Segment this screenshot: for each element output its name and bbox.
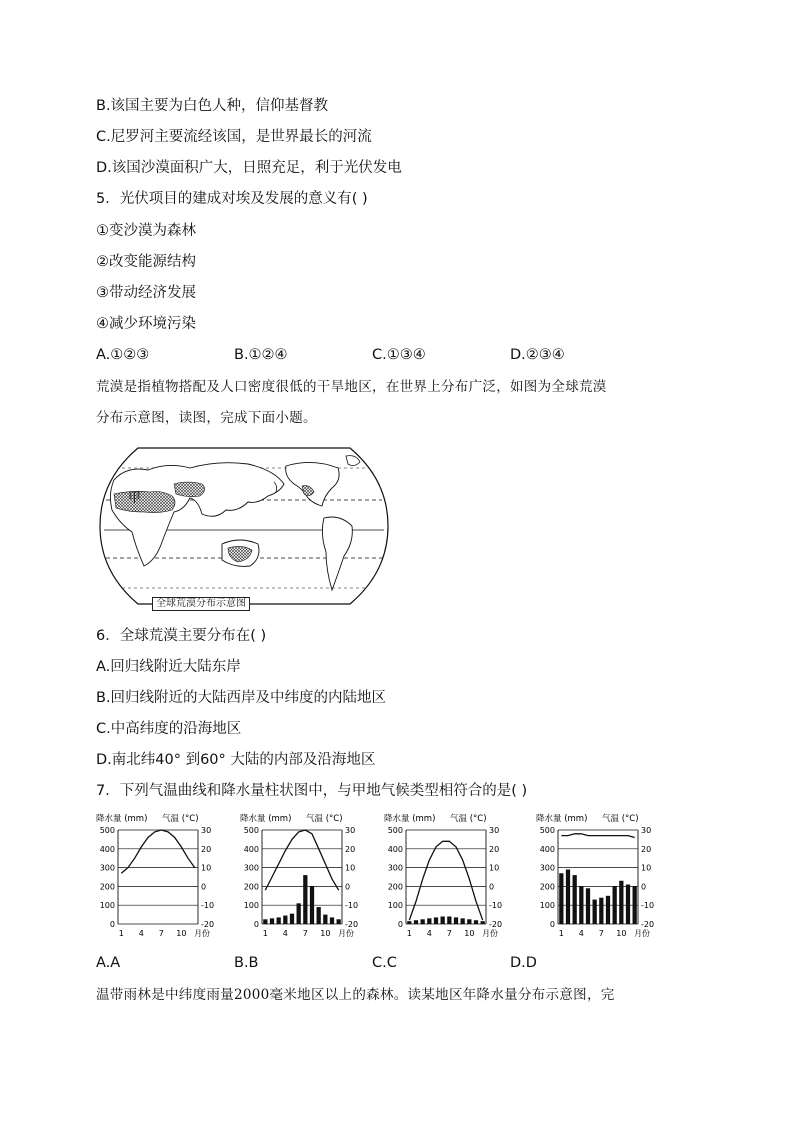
left-tick-label: 500	[539, 826, 555, 835]
right-tick-label: 0	[489, 882, 495, 892]
right-tick-label: -20	[201, 920, 215, 929]
passage-desert-line2: 分布示意图，读图，完成下面小题。	[96, 410, 317, 426]
precip-bar	[323, 915, 327, 924]
left-tick-label: 300	[243, 863, 259, 873]
precip-bar	[626, 885, 630, 924]
x-tick-label: 7	[446, 929, 452, 938]
x-tick-label: 1	[558, 929, 564, 938]
right-tick-label: 20	[489, 844, 500, 854]
right-tick-label: 20	[641, 844, 652, 854]
temperature-line	[265, 830, 338, 890]
right-tick-label: 10	[641, 863, 652, 873]
right-tick-label: 0	[201, 882, 207, 892]
climate-chart-b	[240, 812, 370, 946]
x-tick-label: 4	[138, 929, 144, 938]
precip-bar	[566, 869, 570, 924]
x-unit-label: 月份	[482, 929, 498, 938]
precip-bar	[454, 917, 458, 924]
x-tick-label: 7	[302, 929, 308, 938]
q7-option-c: C.C	[372, 955, 397, 971]
precip-bar	[427, 918, 431, 924]
temperature-line	[561, 834, 634, 838]
right-tick-label: 0	[345, 882, 351, 892]
left-axis-label: 降水量 (mm)	[384, 814, 436, 824]
precip-bar	[310, 886, 314, 924]
right-tick-label: 10	[489, 863, 500, 873]
right-tick-label: -20	[489, 920, 503, 929]
x-tick-label: 10	[464, 929, 475, 938]
right-tick-label: 20	[201, 844, 212, 854]
precip-bar	[606, 896, 610, 924]
precip-bar	[573, 875, 577, 924]
temperature-line	[121, 830, 194, 873]
passage-rainforest-line1: 温带雨林是中纬度雨量2000毫米地区以上的森林。读某地区年降水量分布示意图，完	[96, 987, 615, 1003]
world-desert-map	[98, 440, 390, 612]
x-tick-label: 1	[118, 929, 124, 938]
right-tick-label: 10	[201, 863, 212, 873]
x-tick-label: 1	[262, 929, 268, 938]
precip-bar	[447, 916, 451, 924]
right-tick-label: -10	[641, 901, 655, 911]
left-axis-label: 降水量 (mm)	[240, 814, 292, 824]
q7-option-b: B.B	[234, 955, 259, 971]
map-label-jia: 甲	[128, 491, 142, 506]
map-caption: 全球荒漠分布示意图	[152, 597, 250, 611]
left-tick-label: 400	[387, 844, 403, 854]
precip-bar	[414, 920, 418, 924]
right-tick-label: 0	[641, 882, 647, 892]
left-tick-label: 500	[99, 826, 115, 835]
q6-option-d: D.南北纬40° 到60° 大陆的内部及沿海地区	[96, 752, 376, 768]
precip-bar	[481, 921, 485, 924]
desert-central-asia	[174, 482, 205, 497]
precip-bar	[297, 903, 301, 924]
x-tick-label: 4	[426, 929, 432, 938]
left-tick-label: 300	[99, 863, 115, 873]
x-unit-label: 月份	[634, 929, 650, 938]
x-tick-label: 10	[616, 929, 627, 938]
q5-option-a: A.①②③	[96, 347, 150, 363]
right-tick-label: -20	[345, 920, 359, 929]
right-axis-label: 气温 (°C)	[306, 814, 343, 824]
precip-bar	[303, 875, 307, 924]
precip-bar	[330, 917, 334, 924]
q5-option-c: C.①③④	[372, 347, 426, 363]
precip-bar	[599, 898, 603, 924]
right-tick-label: 30	[201, 826, 212, 835]
precip-bar	[441, 916, 445, 924]
right-tick-label: 30	[489, 826, 500, 835]
q6-option-a: A.回归线附近大陆东岸	[96, 659, 241, 675]
left-tick-label: 0	[109, 920, 115, 929]
left-tick-label: 300	[387, 863, 403, 873]
precip-bar	[407, 921, 411, 924]
left-tick-label: 400	[539, 844, 555, 854]
desert-sahara-arabia	[114, 491, 175, 512]
right-tick-label: -10	[345, 901, 359, 911]
precip-bar	[337, 919, 341, 924]
q4-option-d: D.该国沙漠面积广大，日照充足，利于光伏发电	[96, 160, 402, 176]
q7-stem: 7．下列气温曲线和降水量柱状图中，与甲地气候类型相符合的是( )	[96, 783, 528, 799]
left-tick-label: 100	[243, 901, 259, 911]
right-tick-label: 30	[641, 826, 652, 835]
precip-bar	[317, 907, 321, 924]
climate-chart-c	[384, 812, 514, 946]
left-tick-label: 500	[243, 826, 259, 835]
precip-bar	[290, 914, 294, 924]
q7-option-a: A.A	[96, 955, 121, 971]
right-tick-label: 10	[345, 863, 356, 873]
precip-bar	[593, 900, 597, 924]
precip-bar	[283, 916, 287, 924]
x-tick-label: 7	[158, 929, 164, 938]
left-tick-label: 100	[387, 901, 403, 911]
left-tick-label: 400	[243, 844, 259, 854]
x-tick-label: 7	[598, 929, 604, 938]
x-tick-label: 10	[320, 929, 331, 938]
precip-bar	[461, 918, 465, 924]
precip-bar	[633, 886, 637, 924]
precip-bar	[467, 919, 471, 924]
x-tick-label: 1	[406, 929, 412, 938]
passage-desert-line1: 荒漠是指植物搭配及人口密度很低的干旱地区，在世界上分布广泛，如图为全球荒漠	[96, 379, 607, 395]
q5-stem: 5．光伏项目的建成对埃及发展的意义有( )	[96, 191, 368, 207]
q5-option-d: D.②③④	[510, 347, 565, 363]
left-tick-label: 100	[99, 901, 115, 911]
left-tick-label: 0	[549, 920, 555, 929]
precip-bar	[619, 881, 623, 924]
x-tick-label: 4	[282, 929, 288, 938]
precip-bar	[586, 888, 590, 924]
right-tick-label: -20	[641, 920, 655, 929]
q5-item-2: ②改变能源结构	[96, 254, 196, 270]
right-tick-label: -10	[489, 901, 503, 911]
precip-bar	[474, 920, 478, 924]
climate-chart-a	[96, 812, 226, 946]
left-tick-label: 200	[387, 882, 403, 892]
climate-chart-d	[536, 812, 666, 946]
temperature-line	[409, 841, 482, 920]
precip-bar	[579, 886, 583, 924]
left-tick-label: 0	[253, 920, 259, 929]
left-tick-label: 300	[539, 863, 555, 873]
right-tick-label: 30	[345, 826, 356, 835]
q4-option-c: C.尼罗河主要流经该国，是世界最长的河流	[96, 129, 372, 145]
precip-bar	[559, 873, 563, 924]
right-axis-label: 气温 (°C)	[162, 814, 199, 824]
right-tick-label: -10	[201, 901, 215, 911]
q5-item-4: ④减少环境污染	[96, 316, 196, 332]
world-map-figure	[98, 440, 390, 612]
q6-option-b: B.回归线附近的大陆西岸及中纬度的内陆地区	[96, 690, 387, 706]
left-tick-label: 200	[99, 882, 115, 892]
x-unit-label: 月份	[194, 929, 210, 938]
q5-item-3: ③带动经济发展	[96, 285, 196, 301]
q7-option-d: D.D	[510, 955, 537, 971]
precip-bar	[263, 919, 267, 924]
left-tick-label: 200	[539, 882, 555, 892]
q6-option-c: C.中高纬度的沿海地区	[96, 721, 242, 737]
x-unit-label: 月份	[338, 929, 354, 938]
left-axis-label: 降水量 (mm)	[536, 814, 588, 824]
precip-bar	[270, 918, 274, 924]
q6-stem: 6．全球荒漠主要分布在( )	[96, 628, 267, 644]
left-tick-label: 400	[99, 844, 115, 854]
right-axis-label: 气温 (°C)	[602, 814, 639, 824]
precip-bar	[421, 919, 425, 924]
left-axis-label: 降水量 (mm)	[96, 814, 148, 824]
q5-item-1: ①变沙漠为森林	[96, 223, 196, 239]
left-tick-label: 500	[387, 826, 403, 835]
precip-bar	[434, 917, 438, 924]
right-axis-label: 气温 (°C)	[450, 814, 487, 824]
q5-option-b: B.①②④	[234, 347, 288, 363]
left-tick-label: 200	[243, 882, 259, 892]
left-tick-label: 100	[539, 901, 555, 911]
precip-bar	[613, 886, 617, 924]
x-tick-label: 10	[176, 929, 187, 938]
precip-bar	[277, 917, 281, 924]
x-tick-label: 4	[578, 929, 584, 938]
q4-option-b: B.该国主要为白色人种，信仰基督教	[96, 98, 329, 114]
left-tick-label: 0	[397, 920, 403, 929]
right-tick-label: 20	[345, 844, 356, 854]
